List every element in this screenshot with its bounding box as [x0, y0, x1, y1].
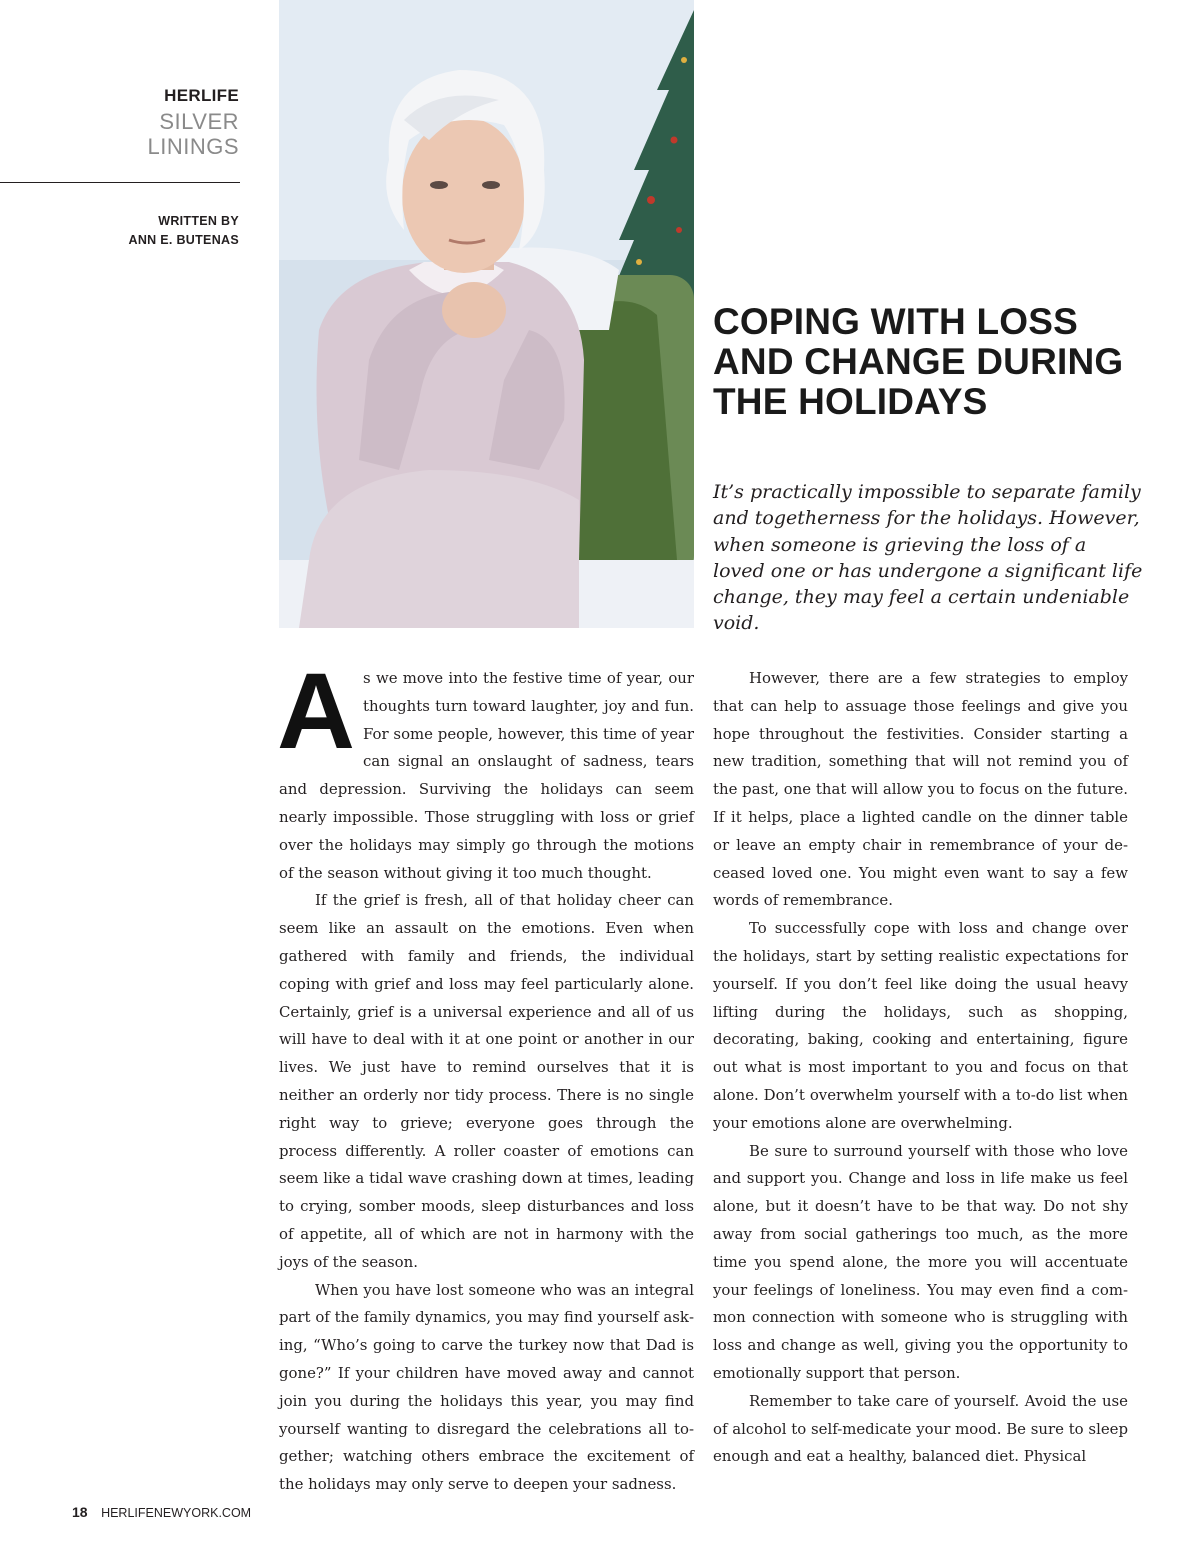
article-photo: [279, 0, 694, 628]
body-column-right: [713, 665, 1128, 1471]
section-divider: [0, 182, 240, 183]
photo-elderly-woman-illustration: [279, 0, 694, 628]
body-paragraph: [277, 650, 694, 887]
byline-label: WRITTEN BY: [158, 214, 239, 228]
section-tag: [147, 83, 239, 159]
page-footer: [72, 1504, 251, 1520]
article-title: COPING WITH LOSS AND CHANGE DURING THE HOLIDAYS: [713, 301, 1124, 422]
article-dek: It’s practically impossible to separate family and togetherness for the holidays. However, when someone is grieving the loss of a loved one or has undergone a significant life change, they may feel a certain undeniable void.: [713, 481, 1143, 635]
column-name-line1: SILVER: [159, 109, 239, 134]
body-paragraph: Remember to take care of yourself. Avoid the use of alcohol to self-medicate your mood. Be sure to sleep enough and eat a healthy, balanced diet. Physical: [713, 1391, 1128, 1466]
body-paragraph: When you have lost someone who was an integral part of the family dynamics, you may find yourself asking, “Who’s going to carve the turkey now that Dad is gone?” If your children have moved away and cannot join you during the holidays this year, you may find yourself wanting to disregard the celebrations all together; watching others embrace the excitement of the holidays may only serve to deepen your sadness.: [279, 1280, 694, 1494]
body-paragraph: Be sure to surround yourself with those who love and support you. Change and loss in life make us feel alone, but it doesn’t have to be that way. Do not shy away from social gatherings too much, as the more time you spend alone, the more you will accentuate your feelings of loneliness. You may even find a common connection with someone who is struggling with loss and change as well, giving you the opportunity to emotionally support that person.: [713, 1141, 1128, 1382]
byline: [129, 212, 239, 250]
section-brand: HERLIFE: [164, 86, 239, 105]
byline-author: ANN E. BUTENAS: [128, 233, 239, 247]
column-name-line2: LININGS: [147, 134, 239, 159]
page-number: 18: [72, 1504, 88, 1520]
body-paragraph: To successfully cope with loss and change over the holidays, start by setting realistic expectations for yourself. If you don’t feel like doing the usual heavy lifting during the holidays, such as shopping, decorating, baking, cooking and entertaining, figure out what is most important to you and focus on that alone. Don’t overwhelm yourself with a to-do list when your emotions alone are overwhelming.: [713, 919, 1128, 1132]
body-paragraph: If the grief is fresh, all of that holiday cheer can seem like an assault on the emotions. Even when gathered with family and friends, the individual coping with grief and loss may feel particularly alone. Certainly, grief is a universal experience and all of us will have to deal with it at one point or another in our lives. We just have to remind ourselves that it is neither an orderly nor tidy process. There is no single right way to grieve; everyone goes through the process differently. A roller coaster of emotions can seem like a tidal wave crashing down at times, leading to crying, somber moods, sleep disturbances and loss of appetite, all of which are not in harmony with the joys of the season.: [279, 891, 694, 1271]
body-column-left: [277, 650, 694, 1499]
drop-cap: A: [277, 650, 355, 771]
body-paragraph: However, there are a few strategies to employ that can help to assuage those feelings and give you hope throughout the festivities. Consider starting a new tradition, something that will not remind you of the past, one that will allow you to focus on the future. If it helps, place a lighted candle on the dinner table or leave an empty chair in remembrance of your deceased loved one. You might even want to say a few words of remembrance.: [713, 669, 1128, 910]
website-url[interactable]: HERLIFENEWYORK.COM: [101, 1506, 252, 1520]
body-paragraph-text: s we move into the festive time of year, our thoughts turn toward laughter, joy and fun. For some people, however, this time of year can signal an onslaught of sadness, tears and depression. Surviving the holidays can seem nearly impossible. Those struggling with loss or grief over the holidays may simply go through the motions of the season without giving it too much thought.: [279, 669, 694, 882]
